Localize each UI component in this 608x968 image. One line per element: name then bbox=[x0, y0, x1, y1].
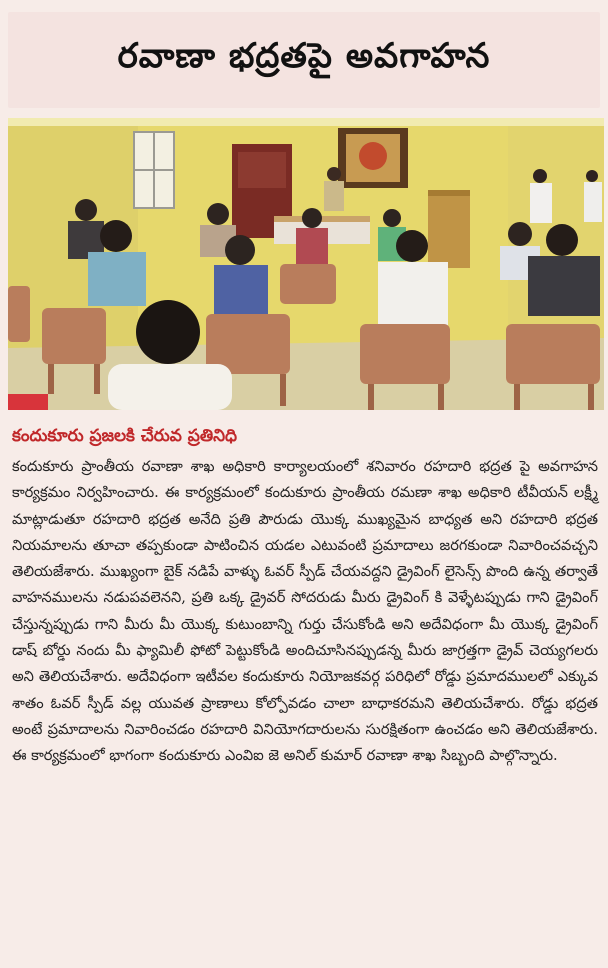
article-body: కందుకూరు ప్రాంతీయ రవాణా శాఖ అధికారి కార్యాలయంలో శనివారం రహదారి భద్రత పై అవగాహన కార్యక్రమం నిర్వహించారు. ఈ కార్యక్రమంలో కందుకూరు ప్రాంతీయ రమణా శాఖ అధికారి టీవీయన్ లక్ష్మీ మాట్లాడుతూ రహదారి భద్రత అనేది ప్రతి పౌరుడు యొక్క ముఖ్యమైన బాధ్యత అని రహదారి భద్రత నియమాలను తూచా తప్పకుండా పాటించిన యడల ఎటువంటి ప్రమాదాలు జరగకుండా నివారించవచ్చని తెలియజేశారు. ముఖ్యంగా బైక్ నడిపే వాళ్ళు ఓవర్ స్పీడ్ చేయవద్దని డ్రైవింగ్ లైసెన్స్ పొంది ఉన్న తర్వాతే వాహనములను నడుపవలెనని, ప్రతి ఒక్క డ్రైవర్ సోదరుడు మీరు డ్రైవింగ్ కి వెళ్ళేటప్పుడు గాని డ్రైవింగ్ చేస్తున్నప్పుడు గాని మీరు మీ యొక్క కుటుంబాన్ని గుర్తు చేసుకోండి అని అదేవిధంగా మీ యొక్క డ్రైవింగ్ డాష్ బోర్డు నందు మీ ఫ్యామిలీ ఫోటో పెట్టుకోండి అందిచూసినప్పుడన్న మీరు జాగ్రత్తగా డ్రైవ్ చెయ్యగలరు అని తెలియచేశారు. అదేవిధంగా ఇటీవల కందుకూరు నియోజకవర్గ పరిధిలో రోడ్డు ప్రమాదములలో ఎక్కువ శాతం ఓవర్ స్పీడ్ వల్ల యువత ప్రాణాలు కోల్పోవడం చాలా బాధాకరమని తెలియచేశారు. రోడ్డు భద్రత అంటే ప్రమాదాలను నివారించడం రహదారి వినియోగదారులను సురక్షితంగా ఉంచడం అని తెలియజేశారు. ఈ కార్యక్రమంలో భాగంగా కందుకూరు ఎంవిఐ జె అనిల్ కుమార్ రవాణా శాఖ సిబ్బంది పాల్గొన్నారు. bbox=[12, 458, 598, 765]
article bbox=[10, 426, 600, 961]
headline: రవాణా భద్రతపై అవగాహన bbox=[117, 36, 491, 76]
news-photo bbox=[8, 118, 604, 410]
photo-icon bbox=[8, 118, 604, 410]
headline-banner bbox=[8, 12, 600, 108]
dateline: కందుకూరు ప్రజలకి చేరువ ప్రతినిధి bbox=[12, 426, 238, 446]
